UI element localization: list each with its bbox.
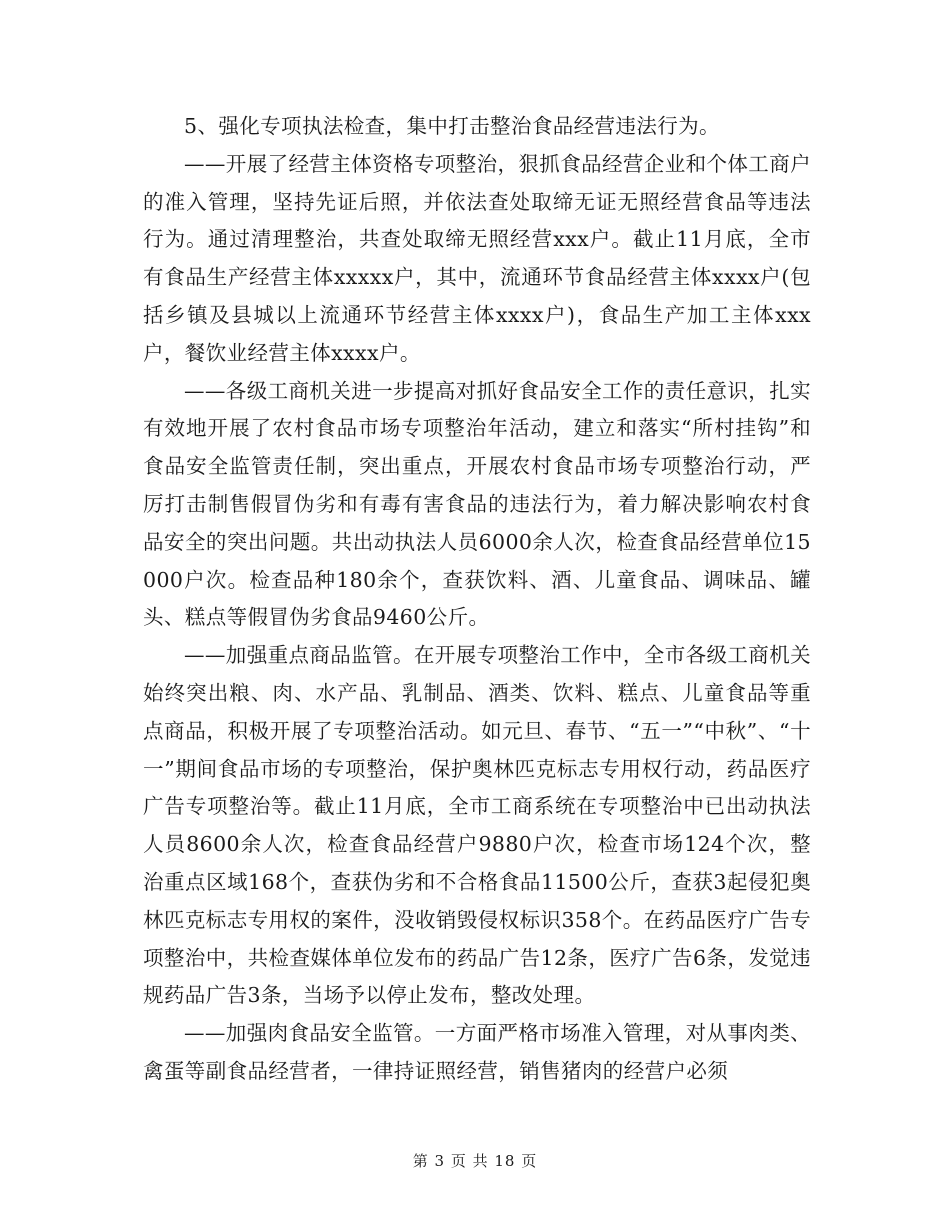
- paragraph-meat-safety-supervision: ——加强肉食品安全监管。一方面严格市场准入管理，对从事肉类、禽蛋等副食品经营者，一律持证照经营，销售猪肉的经营户必须: [143, 1021, 811, 1083]
- paragraph-rural-food-market: ——各级工商机关进一步提高对抓好食品安全工作的责任意识，扎实有效地开展了农村食品市场专项整治年活动，建立和落实“所村挂钩”和食品安全监管责任制，突出重点，开展农村食品市场专项整治行动，严厉打击制售假冒伪劣和有毒有害食品的违法行为，着力解决影响农村食品安全的突出问题。共出动执法人员6000余人次，检查食品经营单位15000户次。检查品种180余个，查获饮料、酒、儿童食品、调味品、罐头、糕点等假冒伪劣食品9460公斤。: [143, 378, 811, 630]
- page-number-footer: 第 3 页 共 18 页: [412, 1152, 538, 1170]
- document-body: [143, 108, 811, 1091]
- paragraph-business-qualification: ——开展了经营主体资格专项整治，狠抓食品经营企业和个体工商户的准入管理，坚持先证后照，并依法查处取缔无证无照经营食品等违法行为。通过清理整治，共查处取缔无照经营xxx户。截止11月底，全市有食品生产经营主体xxxxx户，其中，流通环节食品经营主体xxxx户(包括乡镇及县城以上流通环节经营主体xxxx户)，食品生产加工主体xxx户，餐饮业经营主体xxxx户。: [143, 151, 811, 365]
- paragraph-heading-5: 5、强化专项执法检查，集中打击整治食品经营违法行为。: [184, 114, 720, 138]
- paragraph-key-commodity-supervision: ——加强重点商品监管。在开展专项整治工作中，全市各级工商机关始终突出粮、肉、水产品、乳制品、酒类、饮料、糕点、儿童食品等重点商品，积极开展了专项整治活动。如元旦、春节、“五一”“中秋”、“十一”期间食品市场的专项整治，保护奥林匹克标志专用权行动，药品医疗广告专项整治等。截止11月底，全市工商系统在专项整治中已出动执法人员8600余人次，检查食品经营户9880户次，检查市场124个次，整治重点区域168个，查获伪劣和不合格食品11500公斤，查获3起侵犯奥林匹克标志专用权的案件，没收销毁侵权标识358个。在药品医疗广告专项整治中，共检查媒体单位发布的药品广告12条，医疗广告6条，发觉违规药品广告3条，当场予以停止发布，整改处理。: [143, 643, 811, 1008]
